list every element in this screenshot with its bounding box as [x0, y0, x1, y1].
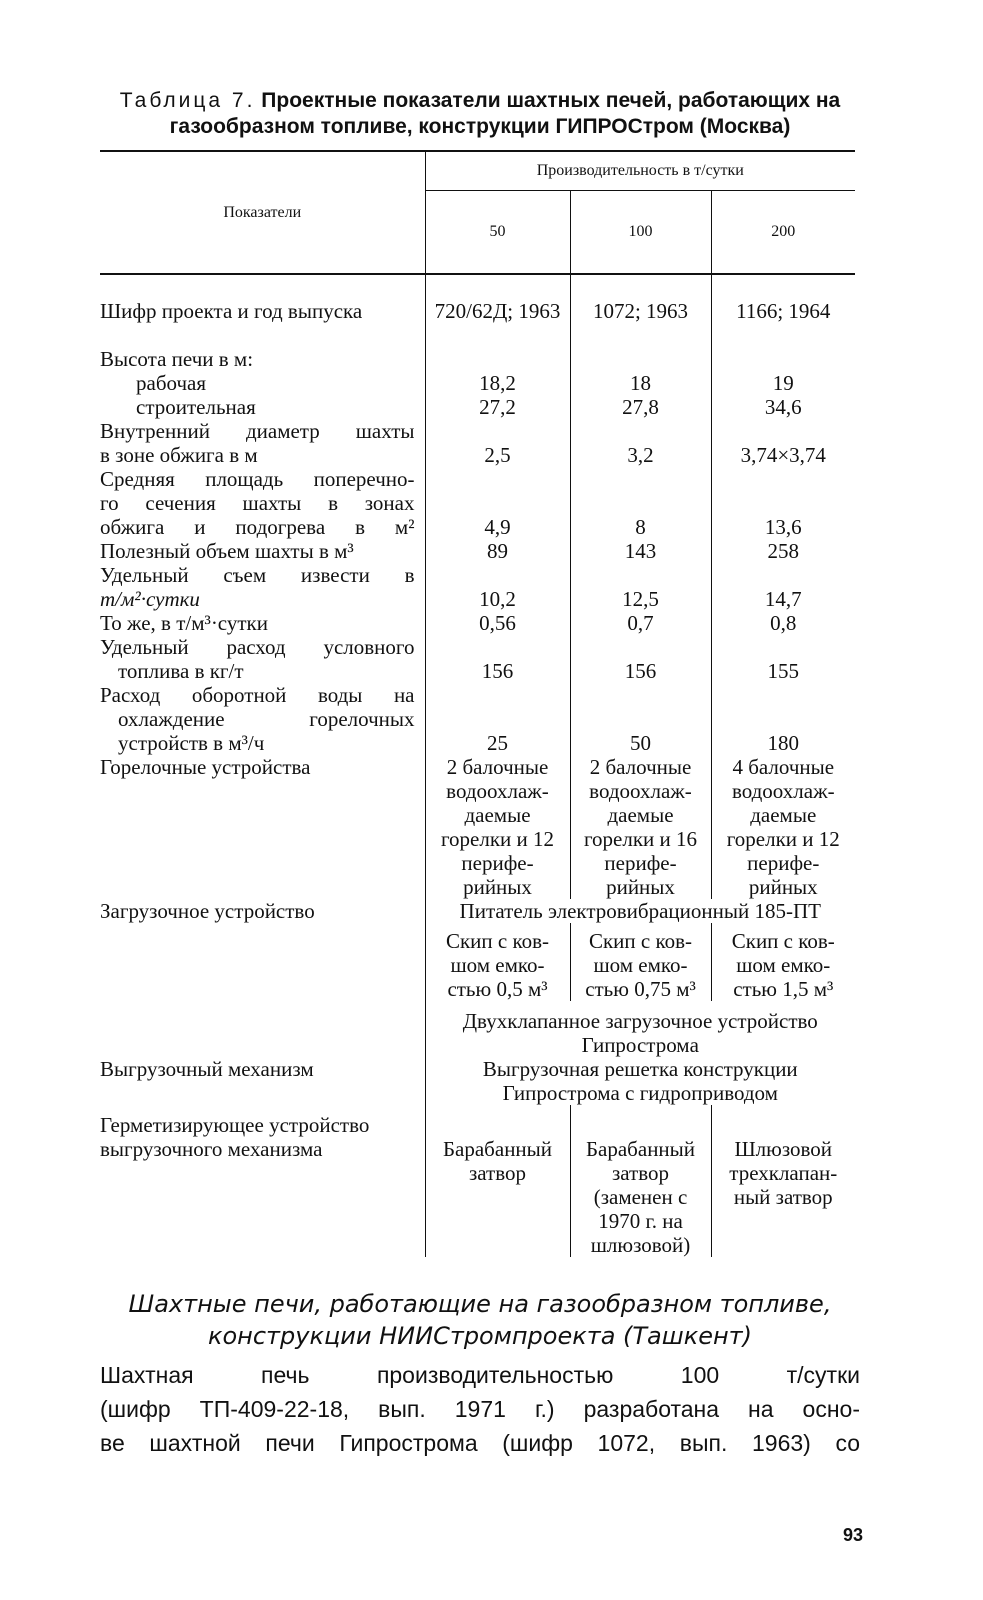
table-row	[100, 395, 855, 419]
cell: 27,2	[425, 395, 570, 419]
cell: 14,7	[764, 587, 802, 611]
cell: 1166; 1964	[736, 299, 831, 323]
header-col-200: 200	[711, 191, 855, 275]
cell: 1072; 1963	[570, 299, 711, 323]
cell: 0,8	[770, 611, 797, 635]
table-caption	[100, 88, 860, 140]
cell: 4,9	[425, 467, 570, 539]
row-label: строительная	[136, 395, 256, 419]
row-label: топлива в кг/т	[118, 659, 244, 683]
cell: Скип с ков- шом емко- стью 0,5 м³	[425, 923, 570, 1001]
row-label: Загрузочное устройство	[100, 899, 425, 1057]
row-label: Выгрузочный механизм	[100, 1057, 425, 1105]
table-row	[100, 635, 855, 683]
caption-text: Проектные показатели шахтных печей, работающих на газообразном топливе, конструкции ГИПРОСтром (Москва)	[169, 89, 841, 138]
row-label: рабочая	[136, 371, 207, 395]
cell: 2 балочные водоохлаж- даемые горелки и 16 перифе- рийных	[570, 755, 711, 899]
row-label: го сечения шахты в зонах	[100, 491, 415, 515]
cell: 2,5	[425, 419, 570, 467]
table-row	[100, 419, 855, 467]
row-label: устройств в м³/ч	[118, 731, 265, 755]
cell: 25	[425, 683, 570, 755]
cell: Скип с ков- шом емко- стью 1,5 м³	[731, 929, 835, 1001]
cell: 0,7	[570, 611, 711, 635]
cell-span: Выгрузочная решетка конструкции Гипростромa с гидроприводом	[482, 1057, 798, 1105]
row-label: Герметизирующее устройство	[100, 1113, 370, 1137]
body-paragraph	[100, 1358, 860, 1460]
cell: 89	[425, 539, 570, 563]
section-title-line: Шахтные печи, работающие на газообразном топливе,	[128, 1290, 832, 1318]
table-row	[100, 1105, 855, 1257]
cell: 3,74×3,74	[740, 443, 826, 467]
row-label: Расход оборотной воды на	[100, 683, 415, 707]
cell: Шлюзовой трехклапан- ный затвор	[729, 1137, 838, 1209]
design-indicators-table	[100, 150, 855, 1257]
table-row	[100, 371, 855, 395]
row-label: обжига и подогрева в м²	[100, 515, 415, 539]
cell: 27,8	[570, 395, 711, 419]
cell: 18	[570, 371, 711, 395]
cell: 0,56	[425, 611, 570, 635]
row-label: Удельный расход условного	[100, 635, 415, 659]
row-label: Удельный съем извести в	[100, 563, 415, 587]
cell: 50	[570, 683, 711, 755]
cell: 156	[570, 635, 711, 683]
cell: 34,6	[764, 395, 802, 419]
table-row	[100, 683, 855, 755]
cell: Барабанный затвор	[425, 1105, 570, 1257]
cell: 12,5	[570, 563, 711, 611]
table-row	[100, 755, 855, 899]
row-label: т/м²·сутки	[100, 587, 200, 611]
header-productivity: Производительность в т/сутки	[425, 151, 855, 191]
cell: 13,6	[764, 515, 802, 539]
header-col-50: 50	[425, 191, 570, 275]
table-row	[100, 539, 855, 563]
cell: 156	[425, 635, 570, 683]
cell: 180	[767, 731, 800, 755]
cell: 2 балочные водоохлаж- даемые горелки и 12 перифе- рийных	[425, 755, 570, 899]
cell: 3,2	[570, 419, 711, 467]
cell: 258	[767, 539, 800, 563]
cell: 720/62Д; 1963	[425, 299, 570, 323]
table-row	[100, 563, 855, 611]
table-row	[100, 467, 855, 539]
row-label: Высота печи в м:	[100, 347, 425, 371]
cell-span: Двухклапанное загрузочное устройство Гипростромa	[462, 1009, 818, 1057]
section-title	[100, 1288, 860, 1352]
table-row	[100, 611, 855, 635]
paragraph-line: ве шахтной печи Гипрострома (шифр 1072, вып. 1963) со	[100, 1430, 860, 1456]
caption-lead: Таблица 7.	[119, 89, 256, 112]
cell: 155	[767, 659, 800, 683]
table-row	[100, 1057, 855, 1105]
cell: Барабанный затвор (заменен с 1970 г. на шлюзовой)	[570, 1105, 711, 1257]
paragraph-line: (шифр ТП-409-22-18, вып. 1971 г.) разработана на осно-	[100, 1396, 860, 1422]
cell: 18,2	[425, 371, 570, 395]
row-label: охлаждение горелочных	[118, 707, 415, 731]
row-label: Полезный объем шахты в м³	[100, 539, 425, 563]
cell: 10,2	[425, 563, 570, 611]
cell: 19	[772, 371, 794, 395]
cell: 8	[570, 467, 711, 539]
cell-span: Питатель электровибрационный 185-ПТ	[459, 899, 821, 923]
row-label: в зоне обжига в м	[100, 443, 258, 467]
row-label: Внутренний диаметр шахты	[100, 419, 415, 443]
paragraph-line: Шахтная печь производительностью 100 т/сутки	[100, 1362, 860, 1388]
row-label: То же, в т/м³·сутки	[100, 611, 425, 635]
row-label: Горелочные устройства	[100, 755, 425, 899]
page-number: 93	[842, 1525, 863, 1545]
row-label: Шифр проекта и год выпуска	[100, 299, 425, 323]
table-row	[100, 299, 855, 323]
cell: Скип с ков- шом емко- стью 0,75 м³	[570, 923, 711, 1001]
header-params: Показатели	[100, 151, 425, 274]
section-title-line: конструкции НИИСтромпроекта (Ташкент)	[207, 1322, 753, 1350]
cell: 4 балочные водоохлаж- даемые горелки и 12 перифе- рийных	[726, 755, 840, 899]
header-col-100: 100	[570, 191, 711, 275]
row-label: выгрузочного механизма	[100, 1137, 323, 1161]
table-row	[100, 899, 855, 923]
row-label: Средняя площадь поперечно-	[100, 467, 415, 491]
table-row	[100, 347, 855, 371]
cell: 143	[570, 539, 711, 563]
